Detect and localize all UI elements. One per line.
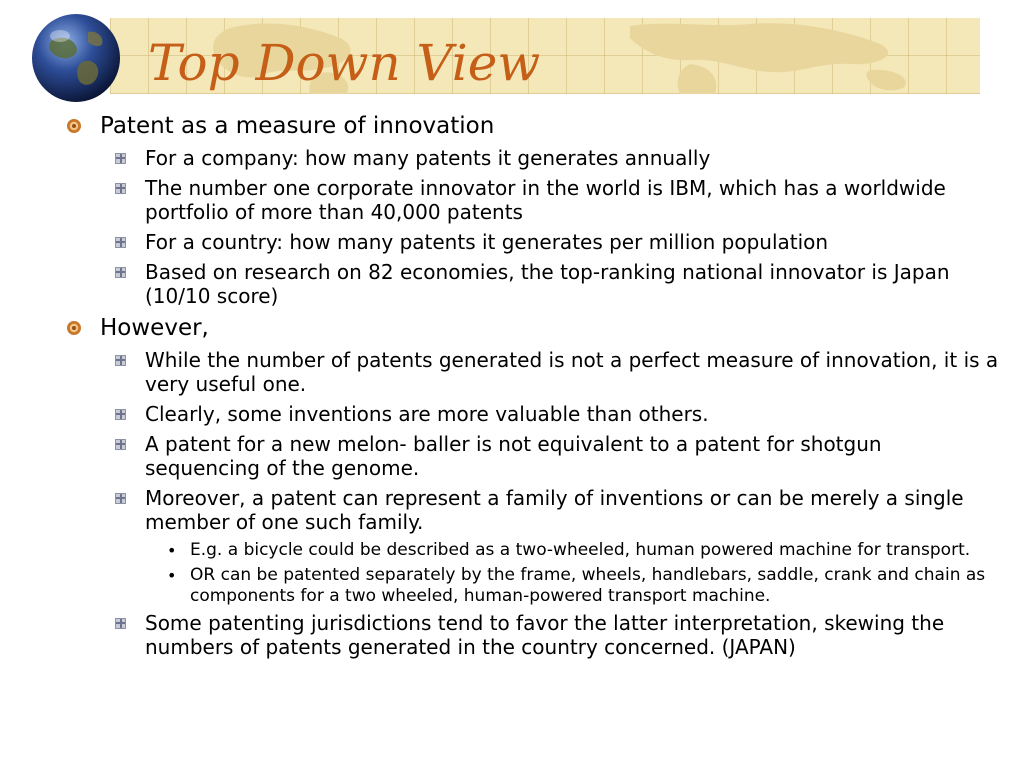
bullet-text: While the number of patents generated is not a perfect measure of innovation, it is a very useful one.	[145, 348, 999, 396]
bullet-l3	[0, 540, 1000, 561]
bullet-l2	[0, 146, 1000, 170]
bullet-l2	[0, 260, 1000, 308]
slide-content	[0, 112, 1000, 665]
bullet-text: Clearly, some inventions are more valuable than others.	[145, 402, 709, 426]
dot-bullet-icon: •	[167, 566, 177, 585]
bullet-l2	[0, 348, 1000, 396]
bullet-l2	[0, 432, 1000, 480]
square-bullet-icon	[115, 267, 126, 278]
orb-bullet-icon	[66, 118, 82, 134]
bullet-l3	[0, 565, 1000, 607]
bullet-text: Some patenting jurisdictions tend to favor the latter interpretation, skewing the numbers of patents generated in the country concerned. (JAPAN)	[145, 611, 945, 659]
bullet-text: Moreover, a patent can represent a family of inventions or can be merely a single member of one such family.	[145, 486, 964, 534]
bullet-text: OR can be patented separately by the frame, wheels, handlebars, saddle, crank and chain as components for a two wheeled, human-powered transport machine.	[190, 565, 986, 606]
square-bullet-icon	[115, 183, 126, 194]
bullet-l2	[0, 230, 1000, 254]
bullet-text: For a country: how many patents it generates per million population	[145, 230, 829, 254]
square-bullet-icon	[115, 439, 126, 450]
bullet-l2	[0, 176, 1000, 224]
bullet-l1	[0, 112, 1000, 140]
bullet-text: Patent as a measure of innovation	[100, 113, 495, 139]
square-bullet-icon	[115, 355, 126, 366]
bullet-text: E.g. a bicycle could be described as a two-wheeled, human powered machine for transport.	[190, 540, 971, 560]
bullet-text: However,	[100, 315, 209, 341]
bullet-l2	[0, 611, 1000, 659]
square-bullet-icon	[115, 409, 126, 420]
dot-bullet-icon: •	[167, 541, 177, 560]
orb-bullet-icon	[66, 320, 82, 336]
square-bullet-icon	[115, 618, 126, 629]
bullet-text: The number one corporate innovator in the world is IBM, which has a worldwide portfolio of more than 40,000 patents	[145, 176, 946, 224]
bullet-l1	[0, 314, 1000, 342]
bullet-l2	[0, 402, 1000, 426]
square-bullet-icon	[115, 493, 126, 504]
bullet-text: Based on research on 82 economies, the top-ranking national innovator is Japan (10/10 score)	[145, 260, 950, 308]
bullet-l2	[0, 486, 1000, 534]
bullet-text: A patent for a new melon- baller is not equivalent to a patent for shotgun sequencing of the genome.	[145, 432, 882, 480]
slide-title: Top Down View	[148, 34, 541, 92]
square-bullet-icon	[115, 153, 126, 164]
globe-icon	[30, 12, 122, 104]
bullet-text: For a company: how many patents it generates annually	[145, 146, 711, 170]
square-bullet-icon	[115, 237, 126, 248]
